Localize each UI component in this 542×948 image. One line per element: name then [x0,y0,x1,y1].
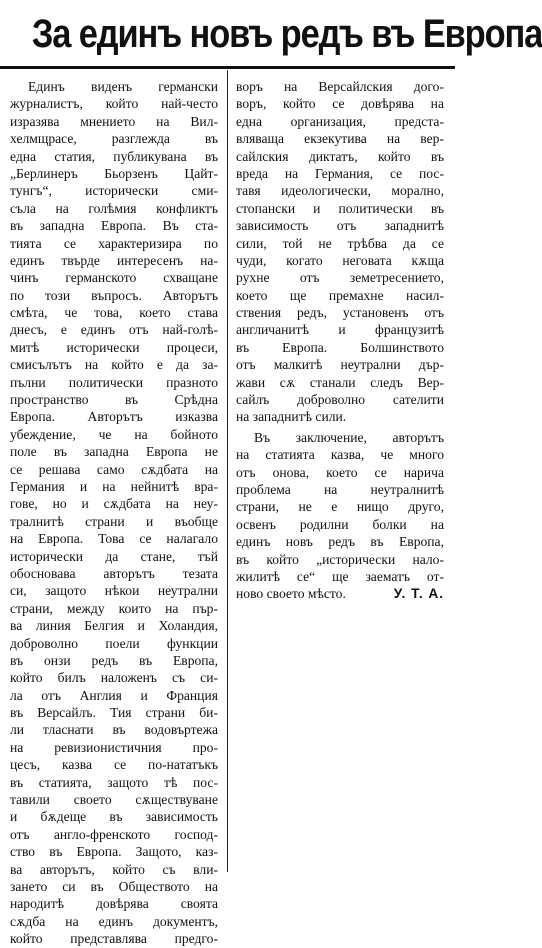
text-line: Въ заключение, авторътъ [254,429,444,445]
paragraph-conclusion [236,429,444,586]
text-line: въ Версайлъ. Тия страни би- [10,705,218,721]
text-line: пълни политически празното [10,374,218,390]
text-line: съла на голѣмия конфликтъ [10,200,218,216]
text-line: въ Европа. Болшинството [236,339,444,355]
text-line: тунгъ“, исторически сми- [10,183,218,199]
text-line: смисълътъ на който е да за- [10,357,218,373]
text-line: на ревизионистичния про- [10,739,218,755]
text-line: отъ онова, което се нарича [236,464,444,480]
text-line: отъ малкитѣ неутрални дър- [236,357,444,373]
text-line: отъ англо-френското господ- [10,826,218,842]
text-line: журналистъ, който най-често [10,96,218,112]
text-line: англичанитѣ и французитѣ [236,322,444,338]
article-headline: За единъ новъ редъ въ Европа [31,12,542,56]
text-line: ва линия Белгия и Холандия, [10,618,218,634]
text-line: изразява мнението на Вил- [10,113,218,129]
text-line: страни, между които на пър- [10,600,218,616]
text-line: тавя идеологически, морално, [236,183,444,199]
text-line: гове, но и сѫдбата на неу- [10,496,218,512]
text-line: жави сѫ станали следъ Вер- [236,374,444,390]
text-line: воръ, който се довѣрява на [236,96,444,112]
closing-line [236,585,444,602]
text-line: поле въ западна Европа не [10,444,218,460]
text-line: зависимость отъ западнитѣ [236,218,444,234]
text-line: смѣта, че това, което става [10,305,218,321]
text-line: единъ новъ редъ въ Европа, [236,534,444,550]
text-line: сайлския диктатъ, който въ [236,148,444,164]
text-line: „Берлинеръ Бьорзенъ Цайт- [10,165,218,181]
text-line: чуди, когато неговата кѫща [236,252,444,268]
text-line: освенъ родилни болки на [236,516,444,532]
text-line: обосновава авторътъ тезата [10,565,218,581]
text-line: Германия и на нейнитѣ вра- [10,478,218,494]
text-line: стопански и политически въ [236,200,444,216]
text-line: Единъ виденъ германски [28,79,218,94]
text-line: единъ твърде интересенъ на- [10,252,218,268]
text-line: по този въпросъ. Авторътъ [10,287,218,303]
text-line: жилитѣ се“ ще заематъ от- [236,568,444,584]
text-line: Европа. Авторътъ изказва [10,409,218,425]
text-line: сайлъ доброволно сателити [236,392,444,408]
text-line: цесъ, казва се по-нататъкъ [10,757,218,773]
text-line: проблема на неутралнитѣ [236,481,444,497]
text-line: което ще премахне насил- [236,287,444,303]
text-line: хелмщрасе, разглежда въ [10,131,218,147]
text-line: и бѫдеще въ зависимость [10,809,218,825]
text-line: тавили своето сѫществуване [10,792,218,808]
text-line: чинъ германското схващане [10,270,218,286]
text-line: страни, не е нищо друго, [236,499,444,515]
text-line: вреда на Германия, се пос- [236,165,444,181]
text-line: си, защото нѣкои неутрални [10,583,218,599]
text-line: въ онзи редъ въ Европа, [10,652,218,668]
paragraph-continued [236,78,444,426]
text-line: въ западна Европа. Въ ста- [10,218,218,234]
text-line: митѣ исторически процеси, [10,339,218,355]
text-line: на Европа. Това се налагало [10,531,218,547]
headline-rule [0,66,455,69]
text-line: воръ на Версайлския дого- [236,79,444,94]
text-line: днесъ, е единъ отъ най-голѣ- [10,322,218,338]
text-line: една статия, публикувана въ [10,148,218,164]
column-divider [227,70,228,872]
text-line: сѫдба на единъ документъ, [10,913,218,929]
text-line: тралнитѣ страни и въобще [10,513,218,529]
text-line: вляваща екзекутива на вер- [236,131,444,147]
text-line: ла отъ Англия и Франция [10,687,218,703]
text-line: зането си въ Обществото на [10,878,218,894]
text-line: доброволно поели функции [10,635,218,651]
text-line: въ статията, защото тѣ пос- [10,774,218,790]
text-line: се решава само сѫдбата на [10,461,218,477]
text-line: ствения редъ, установенъ отъ [236,305,444,321]
text-line: ли тласнати въ водовъртежа [10,722,218,738]
text-line: убеждение, че на бойното [10,426,218,442]
text-line: ство въ Европа. Защото, каз- [10,844,218,860]
text-line: тията се характеризира по [10,235,218,251]
author-signature: У. Т. А. [393,586,444,602]
text-line: който билъ наложенъ съ си- [10,670,218,686]
text-line: рухне отъ земетресението, [236,270,444,286]
article-column-left [10,78,218,948]
text-line: една организация, предста- [236,113,444,129]
text-line: народитѣ довѣрява своята [10,896,218,912]
text-line: сили, той не трѣбва да се [236,235,444,251]
text-line: въ който „исторически нало- [236,551,444,567]
text-line: ва авторътъ, който съ вли- [10,861,218,877]
text-line: исторически да стане, тъй [10,548,218,564]
text-line: който представлява предго- [10,931,218,947]
text-line: пространство въ Срѣдна [10,392,218,408]
text-line: на статията казва, че много [236,447,444,463]
article-column-right [236,78,444,603]
text-line: на западнитѣ сили. [236,409,347,425]
closing-text: ново своето мѣсто. [236,586,346,602]
